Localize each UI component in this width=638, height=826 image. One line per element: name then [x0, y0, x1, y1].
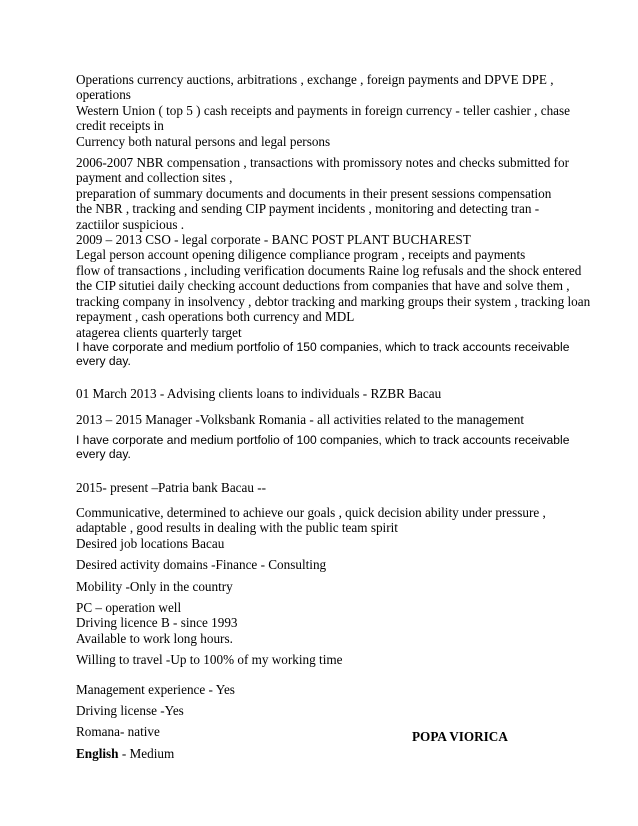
text-line: Mobility -Only in the country	[76, 578, 233, 594]
text-line: zactiilor suspicious .	[76, 216, 185, 232]
text-line: payment and collection sites ,	[76, 170, 233, 186]
paragraph-travel	[76, 652, 576, 667]
paragraph-portfolio-150	[76, 340, 576, 368]
language-level: - Medium	[118, 745, 175, 761]
text-line: the CIP situtiei daily checking account deductions from companies that have and solve them ,	[76, 278, 570, 294]
document-body	[76, 72, 591, 761]
paragraph-mobility	[76, 579, 576, 594]
paragraph-experience	[76, 155, 591, 340]
text-line: repayment , cash operations both currency and MDL	[76, 309, 355, 325]
text-line: adaptable , good results in dealing with the public team spirit	[76, 520, 398, 536]
text-line: atagerea clients quarterly target	[76, 324, 242, 340]
text-line: 2009 – 2013 CSO - legal corporate - BANC POST PLANT BUCHAREST	[76, 232, 471, 248]
text-line: Willing to travel -Up to 100% of my working time	[76, 652, 343, 668]
text-line: every day.	[76, 354, 131, 369]
text-line: preparation of summary documents and documents in their present sessions compensation	[76, 185, 552, 201]
text-line: Driving license -Yes	[76, 703, 184, 718]
text-line: PC – operation well	[76, 599, 182, 615]
text-line: I have corporate and medium portfolio of 100 companies, which to track accounts receivable	[76, 433, 570, 448]
text-line: operations	[76, 87, 131, 103]
text-line: Communicative, determined to achieve our goals , quick decision ability under pressure ,	[76, 504, 546, 520]
text-line: the NBR , tracking and sending CIP payment incidents , monitoring and detecting tran -	[76, 201, 540, 217]
text-line: Operations currency auctions, arbitrations , exchange , foreign payments and DPVE DPE ,	[76, 72, 554, 87]
text-line: 2006-2007 NBR compensation , transactions with promissory notes and checks submitted for	[76, 155, 569, 171]
text-line: I have corporate and medium portfolio of 150 companies, which to track accounts receivable	[76, 339, 570, 354]
language-line	[76, 746, 576, 761]
paragraph-portfolio-100	[76, 433, 576, 461]
language-label: English	[76, 745, 119, 761]
text-line: 2013 – 2015 Manager -Volksbank Romania - all activities related to the management	[76, 411, 525, 427]
text-line: 2015- present –Patria bank Bacau --	[76, 479, 267, 495]
paragraph-english	[76, 746, 576, 761]
paragraph-management	[76, 682, 576, 697]
text-line: Currency both natural persons and legal persons	[76, 133, 331, 149]
paragraph-volksbank	[76, 412, 576, 427]
text-line: flow of transactions , including verification documents Raine log refusals and the shock entered	[76, 262, 582, 278]
text-line: Available to work long hours.	[76, 630, 233, 646]
text-line: Legal person account opening diligence compliance program , receipts and payments	[76, 247, 526, 263]
paragraph-driving	[76, 703, 576, 718]
paragraph-operations	[76, 72, 576, 149]
text-line: credit receipts in	[76, 118, 164, 134]
signature-name: POPA VIORICA	[412, 729, 508, 744]
text-line: every day.	[76, 447, 131, 462]
paragraph-qualities	[76, 505, 576, 551]
text-line: Romana- native	[76, 724, 160, 740]
paragraph-rzbr	[76, 386, 576, 401]
paragraph-skills	[76, 600, 576, 646]
text-line: Driving licence B - since 1993	[76, 615, 238, 631]
paragraph-domains	[76, 557, 576, 572]
text-line: Desired job locations Bacau	[76, 535, 225, 551]
text-line: Management experience - Yes	[76, 681, 235, 697]
paragraph-patria	[76, 480, 576, 495]
text-line: 01 March 2013 - Advising clients loans to individuals - RZBR Bacau	[76, 386, 442, 402]
text-line: tracking company in insolvency , debtor tracking and marking groups their system , tracking loan	[76, 293, 591, 309]
text-line: Western Union ( top 5 ) cash receipts and payments in foreign currency - teller cashier , chase	[76, 102, 571, 118]
text-line: Desired activity domains -Finance - Consulting	[76, 557, 327, 573]
